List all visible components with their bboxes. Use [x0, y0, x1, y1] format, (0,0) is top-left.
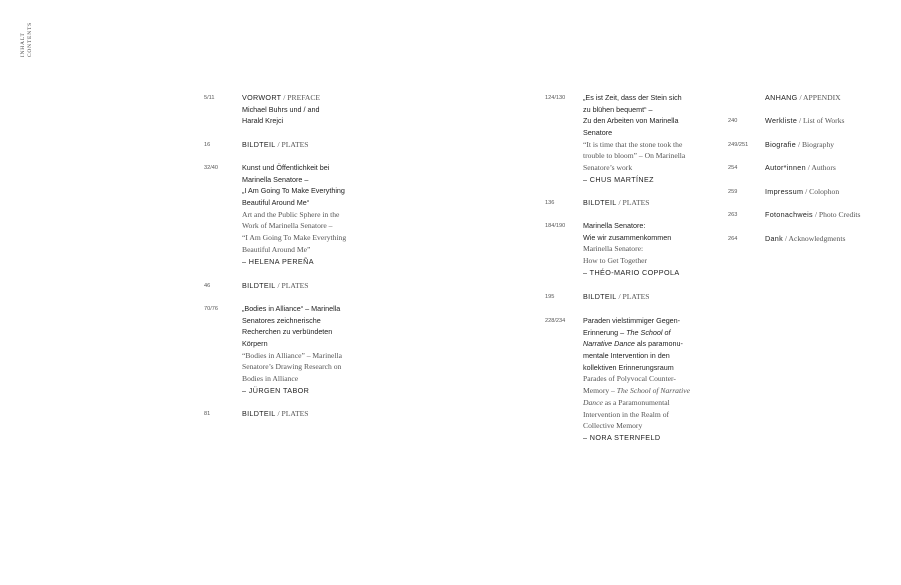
title-en-line: “I Am Going To Make Everything: [242, 233, 347, 243]
title-de: BILDTEIL: [583, 198, 617, 207]
entry-title: [242, 280, 308, 292]
title-de-line: „I Am Going To Make Everything: [242, 186, 345, 196]
title-de: Autor*innen: [765, 163, 806, 172]
title-de-line: mentale Intervention in den: [583, 351, 670, 361]
title-de-line: Wie wir zusammenkommen: [583, 232, 672, 242]
title-en: / Photo Credits: [812, 210, 861, 219]
page-number: 46: [204, 283, 211, 289]
title-de-line: „Es ist Zeit, dass der Stein sich: [583, 93, 682, 102]
title-en-line: Bodies in Alliance: [242, 374, 299, 384]
title-fragment: as a Paramonumental: [602, 397, 670, 407]
italic-title: Dance: [583, 397, 603, 407]
author-name: – CHUS MARTÍNEZ: [583, 174, 654, 184]
title-de-line: Beautiful Around Me“: [242, 198, 310, 208]
page-number: 32/40: [204, 165, 218, 171]
title-en-line: Marinella Senatore:: [583, 244, 644, 254]
author-name: – THÉO-MARIO COPPOLA: [583, 267, 680, 277]
title-en: / PLATES: [275, 140, 309, 149]
entry-title: [242, 92, 320, 104]
title-de-line: Körpern: [242, 339, 268, 349]
page-number: 254: [728, 165, 738, 171]
title-en-line: Collective Memory: [583, 421, 643, 431]
title-en-line: Senatore’s Drawing Research on: [242, 362, 342, 372]
title-en-line: Intervention in the Realm of: [583, 409, 670, 419]
title-en-line: [583, 397, 690, 409]
author-name: – HELENA PEREÑA: [242, 256, 314, 266]
title-en: / Colophon: [803, 187, 840, 196]
title-de: ANHANG: [765, 93, 798, 102]
title-de: VORWORT: [242, 93, 282, 102]
page-number: 249/251: [728, 142, 749, 148]
title-fragment: Erinnerung –: [583, 327, 627, 337]
title-en-line: Beautiful Around Me”: [242, 244, 311, 254]
title-de: BILDTEIL: [583, 292, 617, 301]
entry-title: [765, 115, 844, 127]
title-de: Werkliste: [765, 116, 798, 125]
page-number: 240: [728, 118, 738, 124]
page-number: 263: [728, 212, 738, 218]
title-de-line: kollektiven Erinnerungsraum: [583, 362, 674, 372]
italic-title: The School of Narrative: [616, 386, 690, 396]
title-en-line: “It is time that the stone took the: [583, 139, 683, 149]
title-en: / Authors: [805, 163, 836, 172]
italic-title: Narrative Dance: [583, 339, 635, 349]
entry-title: [765, 186, 839, 198]
entry-title: [765, 233, 845, 245]
title-en: / PLATES: [616, 292, 650, 301]
title-en-line: Senatore’s work: [583, 163, 633, 173]
author-name: – NORA STERNFELD: [583, 432, 661, 442]
entry-title: [583, 291, 649, 303]
page-number: 195: [545, 294, 555, 300]
title-en: / APPENDIX: [797, 93, 841, 102]
title-en: / PLATES: [616, 198, 650, 207]
title-en-line: Parades of Polyvocal Counter-: [583, 374, 676, 384]
entry-title: [242, 408, 308, 420]
entry-title: [765, 209, 860, 221]
title-de-line: Paraden vielstimmiger Gegen-: [583, 316, 681, 325]
title-en: / Acknowledgments: [782, 234, 846, 243]
section-label-en: CONTENTS: [27, 22, 33, 58]
title-de: BILDTEIL: [242, 140, 276, 149]
title-de: BILDTEIL: [242, 409, 276, 418]
title-de-line: [583, 338, 690, 350]
page-number: 70/76: [204, 306, 218, 312]
title-de: Fotonachweis: [765, 210, 813, 219]
title-de-line: Marinella Senatore:: [583, 221, 646, 230]
title-en: / PLATES: [275, 281, 309, 290]
italic-title: The School of: [626, 327, 671, 337]
title-de-line: Senatores zeichnerische: [242, 315, 321, 325]
title-de: Biografie: [765, 140, 797, 149]
title-en-line: trouble to bloom” – On Marinella: [583, 151, 686, 161]
title-de-line: „Bodies in Alliance“ – Marinella: [242, 304, 341, 313]
title-en-line: Art and the Public Sphere in the: [242, 209, 340, 219]
entry-title: [765, 139, 834, 151]
author-name: – JÜRGEN TABOR: [242, 385, 310, 395]
title-en-line: Work of Marinella Senatore –: [242, 221, 333, 231]
title-fragment: als paramonu-: [634, 339, 683, 349]
title-de: Dank: [765, 234, 783, 243]
entry-title: [765, 162, 836, 174]
section-label: [20, 22, 34, 57]
title-en-line: How to Get Together: [583, 256, 648, 266]
title-de-line: Marinella Senatore –: [242, 174, 309, 184]
title-de-line: Zu den Arbeiten von Marinella: [583, 116, 679, 126]
title-de-line: Kunst und Öffentlichkeit bei: [242, 163, 330, 172]
entry-title: [242, 139, 308, 151]
title-de-line: zu blühen bequemt“ –: [583, 104, 653, 114]
section-label-de: INHALT: [20, 32, 26, 58]
page-number: 81: [204, 411, 211, 417]
title-de: BILDTEIL: [242, 281, 276, 290]
title-en: / PREFACE: [281, 93, 321, 102]
entry-title: [583, 197, 649, 209]
page-number: 124/130: [545, 95, 566, 101]
title-fragment: Memory –: [583, 386, 617, 396]
entry-title: [765, 92, 841, 104]
title-en: / List of Works: [797, 116, 845, 125]
title-en-line: “Bodies in Alliance” – Marinella: [242, 350, 342, 360]
title-de-line: [583, 327, 690, 339]
page-number: 259: [728, 189, 738, 195]
page-number: 5/11: [204, 95, 215, 101]
title-de-line: Senatore: [583, 128, 613, 138]
page-number: 16: [204, 142, 211, 148]
title-de-line: Recherchen zu verbündeten: [242, 327, 333, 337]
title-de: Impressum: [765, 187, 804, 196]
title-de-line: Harald Krejci: [242, 116, 284, 126]
page-number: 184/190: [545, 223, 566, 229]
title-en-line: [583, 385, 690, 397]
page-number: 136: [545, 200, 555, 206]
page-number: 264: [728, 236, 738, 242]
title-de-line: Michael Buhrs und / and: [242, 104, 320, 114]
page-number: 228/234: [545, 318, 566, 324]
title-en: / PLATES: [275, 409, 309, 418]
title-en: / Biography: [796, 140, 835, 149]
